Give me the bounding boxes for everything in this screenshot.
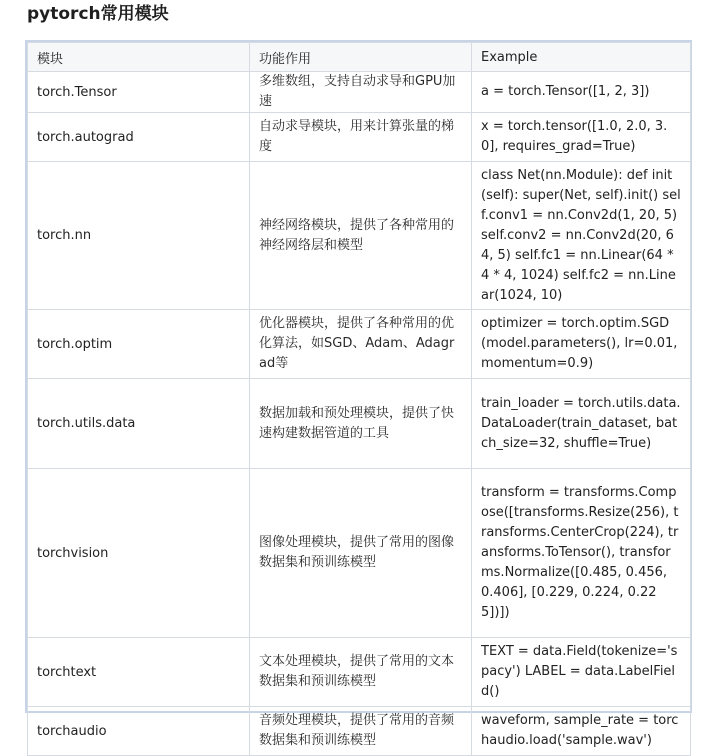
table-row — [28, 469, 691, 638]
module-name: torchvision — [28, 469, 250, 638]
module-example: optimizer = torch.optim.SGD(model.parameters(), lr=0.01, momentum=0.9) — [472, 310, 691, 379]
modules-table-frame — [25, 40, 692, 748]
header-description: 功能作用 — [250, 43, 472, 72]
module-example: transform = transforms.Compose([transforms.Resize(256), transforms.CenterCrop(224), transforms.ToTensor(), transforms.Normalize([0.485, 0.456, 0.406], [0.229, 0.224, 0.225])]) — [472, 469, 691, 638]
module-description: 音频处理模块，提供了常用的音频数据集和预训练模型 — [250, 707, 472, 756]
module-description: 自动求导模块，用来计算张量的梯度 — [250, 113, 472, 162]
module-description: 多维数组，支持自动求导和GPU加速 — [250, 72, 472, 113]
module-name: torch.optim — [28, 310, 250, 379]
document-title: pytorch常用模块 — [27, 4, 169, 24]
module-name: torch.autograd — [28, 113, 250, 162]
module-description: 文本处理模块，提供了常用的文本数据集和预训练模型 — [250, 638, 472, 707]
header-module: 模块 — [28, 43, 250, 72]
table-row — [28, 113, 691, 162]
module-name: torch.utils.data — [28, 379, 250, 469]
module-description: 优化器模块，提供了各种常用的优化算法，如SGD、Adam、Adagrad等 — [250, 310, 472, 379]
module-example: waveform, sample_rate = torchaudio.load('sample.wav') — [472, 707, 691, 756]
module-example: train_loader = torch.utils.data.DataLoader(train_dataset, batch_size=32, shuffle=True) — [472, 379, 691, 469]
module-name: torch.Tensor — [28, 72, 250, 113]
table-row — [28, 310, 691, 379]
module-example: x = torch.tensor([1.0, 2.0, 3.0], requires_grad=True) — [472, 113, 691, 162]
table-row — [28, 707, 691, 756]
table-row — [28, 638, 691, 707]
table-row — [28, 379, 691, 469]
table-row — [28, 72, 691, 113]
module-example: a = torch.Tensor([1, 2, 3]) — [472, 72, 691, 113]
modules-table — [27, 42, 691, 756]
module-example: class Net(nn.Module): def init(self): super(Net, self).init() self.conv1 = nn.Conv2d(1, 20, 5) self.conv2 = nn.Conv2d(20, 64, 5) self.fc1 = nn.Linear(64 * 4 * 4, 1024) self.fc2 = nn.Linear(1024, 10) — [472, 162, 691, 310]
table-header-row — [28, 43, 691, 72]
header-example: Example — [472, 43, 691, 72]
module-description: 神经网络模块，提供了各种常用的神经网络层和模型 — [250, 162, 472, 310]
module-name: torchaudio — [28, 707, 250, 756]
module-description: 数据加载和预处理模块，提供了快速构建数据管道的工具 — [250, 379, 472, 469]
module-description: 图像处理模块，提供了常用的图像数据集和预训练模型 — [250, 469, 472, 638]
module-example: TEXT = data.Field(tokenize='spacy') LABEL = data.LabelField() — [472, 638, 691, 707]
module-name: torch.nn — [28, 162, 250, 310]
table-row — [28, 162, 691, 310]
module-name: torchtext — [28, 638, 250, 707]
